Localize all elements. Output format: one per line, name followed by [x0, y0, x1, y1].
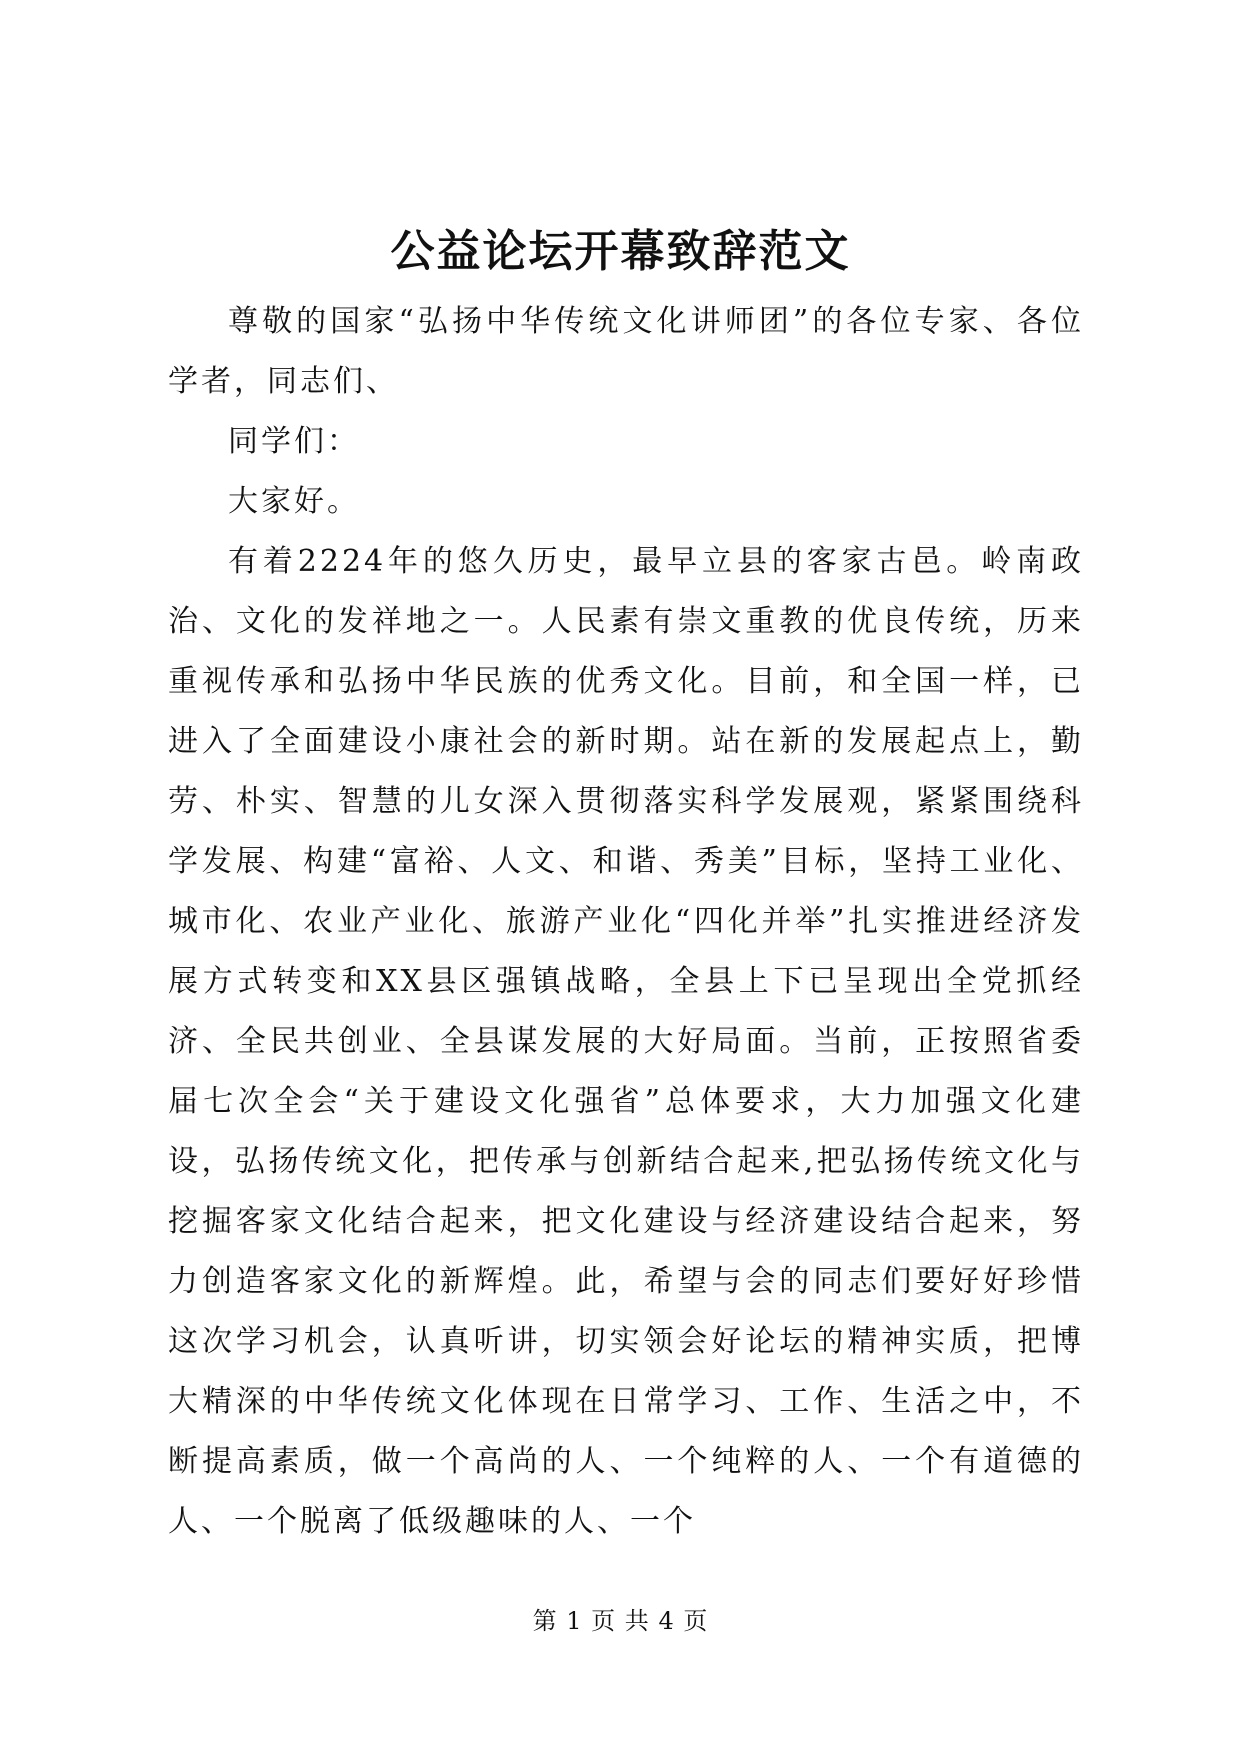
- paragraph-main: 有着2224年的悠久历史，最早立县的客家古邑。岭南政治、文化的发祥地之一。人民素有崇文重教的优良传统，历来重视传承和弘扬中华民族的优秀文化。目前，和全国一样，已进入了全面建设小康社会的新时期。站在新的发展起点上，勤劳、朴实、智慧的儿女深入贯彻落实科学发展观，紧紧围绕科学发展、构建“富裕、人文、和谐、秀美”目标，坚持工业化、城市化、农业产业化、旅游产业化“四化并举”扎实推进经济发展方式转变和XX县区强镇战略，全县上下已呈现出全党抓经济、全民共创业、全县谋发展的大好局面。当前，正按照省委届七次全会“关于建设文化强省”总体要求，大力加强文化建设，弘扬传统文化，把传承与创新结合起来,把弘扬传统文化与挖掘客家文化结合起来，把文化建设与经济建设结合起来，努力创造客家文化的新辉煌。此，希望与会的同志们要好好珍惜这次学习机会，认真听讲，切实领会好论坛的精神实质，把博大精深的中华传统文化体现在日常学习、工作、生活之中，不断提高素质，做一个高尚的人、一个纯粹的人、一个有道德的人、一个脱离了低级趣味的人、一个: [168, 544, 1084, 1539]
- paragraph-salutation: 尊敬的国家“弘扬中华传统文化讲师团”的各位专家、各位学者，同志们、: [168, 304, 1084, 399]
- paragraph-students: 同学们：: [228, 424, 360, 459]
- document-body: [168, 292, 1084, 1552]
- paragraph-greeting: 大家好。: [228, 484, 360, 519]
- page-footer: 第 1 页 共 4 页: [532, 1607, 709, 1635]
- document-title: 公益论坛开幕致辞范文: [390, 226, 851, 277]
